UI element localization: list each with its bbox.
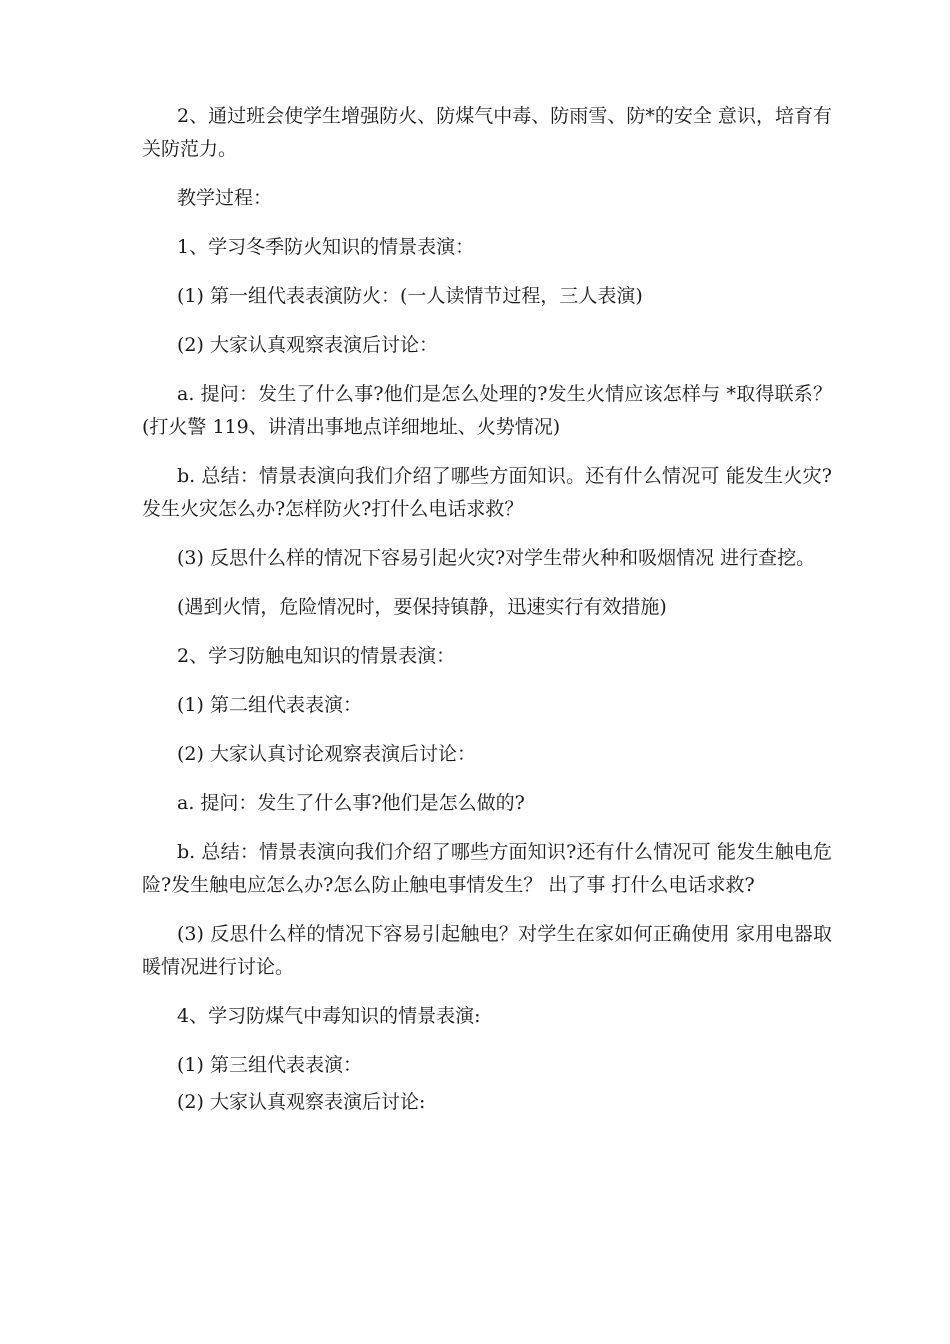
paragraph-section-2-question: a. 提问：发生了什么事?他们是怎么做的? [177, 792, 525, 814]
paragraph-section-2-step-2: (2) 大家认真讨论观察表演后讨论： [177, 743, 476, 765]
paragraph-section-2-summary: b. 总结：情景表演向我们介绍了哪些方面知识?还有什么情况可 能发生触电危险?发生触电应怎么办?怎么防止触电事情发生？ 出了事 打什么电话求救? [142, 841, 832, 896]
paragraph-section-1-summary: b. 总结：情景表演向我们介绍了哪些方面知识。还有什么情况可 能发生火灾?发生火灾怎么办?怎样防火?打什么电话求救？ [142, 465, 832, 520]
paragraph-section-2-heading: 2、学习防触电知识的情景表演： [177, 645, 456, 667]
paragraph-section-2-step-1: (1) 第二组代表表演： [177, 694, 362, 716]
paragraph-section-1-step-1: (1) 第一组代表表演防火：(一人读情节过程，三人表演) [177, 285, 643, 307]
paragraph-section-2-step-3: (3) 反思什么样的情况下容易引起触电？对学生在家如何正确使用 家用电器取暖情况进行讨论。 [142, 923, 832, 978]
paragraph-goal-2: 2、通过班会使学生增强防火、防煤气中毒、防雨雪、防*的安全 意识，培育有关防范力。 [142, 105, 832, 160]
paragraph-section-1-step-2: (2) 大家认真观察表演后讨论： [177, 334, 438, 356]
paragraph-section-1-step-3: (3) 反思什么样的情况下容易引起火灾?对学生带火种和吸烟情况 进行查挖。 [177, 547, 816, 569]
paragraph-section-4-step-1: (1) 第三组代表表演： [177, 1054, 362, 1076]
paragraph-teaching-process-heading: 教学过程： [177, 187, 273, 209]
paragraph-section-1-heading: 1、学习冬季防火知识的情景表演： [177, 236, 475, 258]
paragraph-section-1-question: a. 提问：发生了什么事?他们是怎么处理的?发生火情应该怎样与 *取得联系？(打火警 119、讲清出事地点详细地址、火势情况) [142, 383, 832, 438]
document-body [142, 100, 832, 1135]
paragraph-section-4-step-2: (2) 大家认真观察表演后讨论: [177, 1091, 426, 1113]
paragraph-section-4-heading: 4、学习防煤气中毒知识的情景表演: [177, 1005, 481, 1027]
paragraph-section-1-note: (遇到火情，危险情况时，要保持镇静，迅速实行有效措施) [177, 596, 667, 618]
